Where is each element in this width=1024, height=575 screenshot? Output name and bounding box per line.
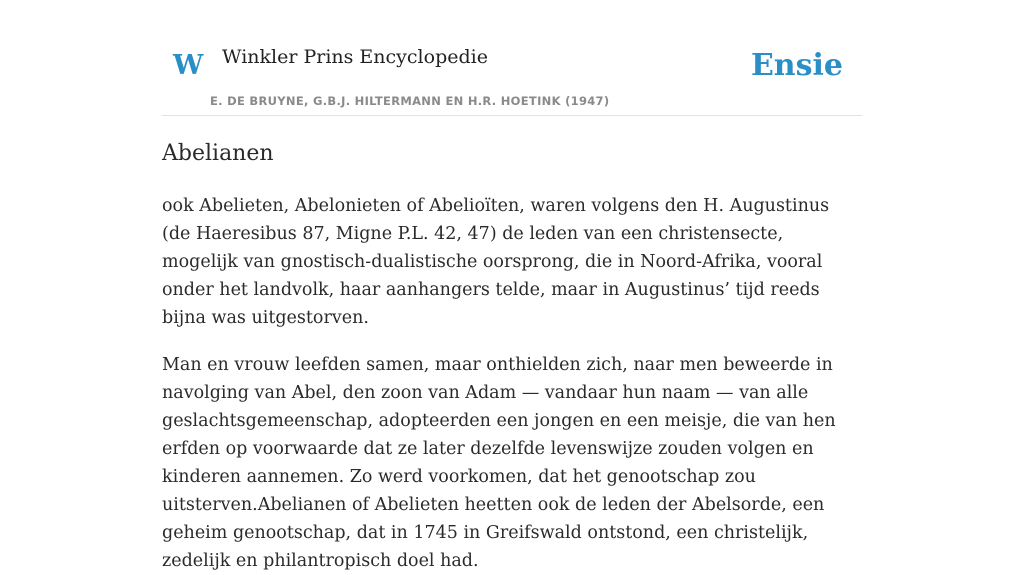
article-title: Abelianen bbox=[162, 141, 274, 166]
site-title[interactable]: Winkler Prins Encyclopedie bbox=[222, 46, 488, 68]
ensie-brand-logo[interactable]: Ensie bbox=[750, 48, 843, 83]
article bbox=[162, 138, 862, 575]
winkler-prins-logo[interactable]: W bbox=[173, 50, 204, 81]
authors-line: E. DE BRUYNE, G.B.J. HILTERMANN EN H.R. HOETINK (1947) bbox=[210, 94, 610, 108]
article-paragraph-2: Man en vrouw leefden samen, maar onthielden zich, naar men beweerde in navolging van Abel, den zoon van Adam — vandaar hun naam — van alle geslachtsgemeenschap, adopteerden een jongen en een meisje, die van hen erfden op voorwaarde dat ze later dezelfde levenswijze zouden volgen en kinderen aannemen. Zo werd voorkomen, dat het genootschap zou uitsterven.Abelianen of Abelieten heetten ook de leden der Abelsorde, een geheim genootschap, dat in 1745 in Greifswald ontstond, een christelijk, zedelijk en philantropisch doel had. bbox=[162, 355, 836, 571]
site-header bbox=[162, 40, 862, 116]
article-paragraph-1: ook Abelieten, Abelonieten of Abelioïten, waren volgens den H. Augustinus (de Haeresibus 87, Migne P.L. 42, 47) de leden van een christensecte, mogelijk van gnostisch-dualistische oorsprong, die in Noord-Afrika, vooral onder het landvolk, haar aanhangers telde, maar in Augustinus’ tijd reeds bijna was uitgestorven. bbox=[162, 196, 830, 328]
